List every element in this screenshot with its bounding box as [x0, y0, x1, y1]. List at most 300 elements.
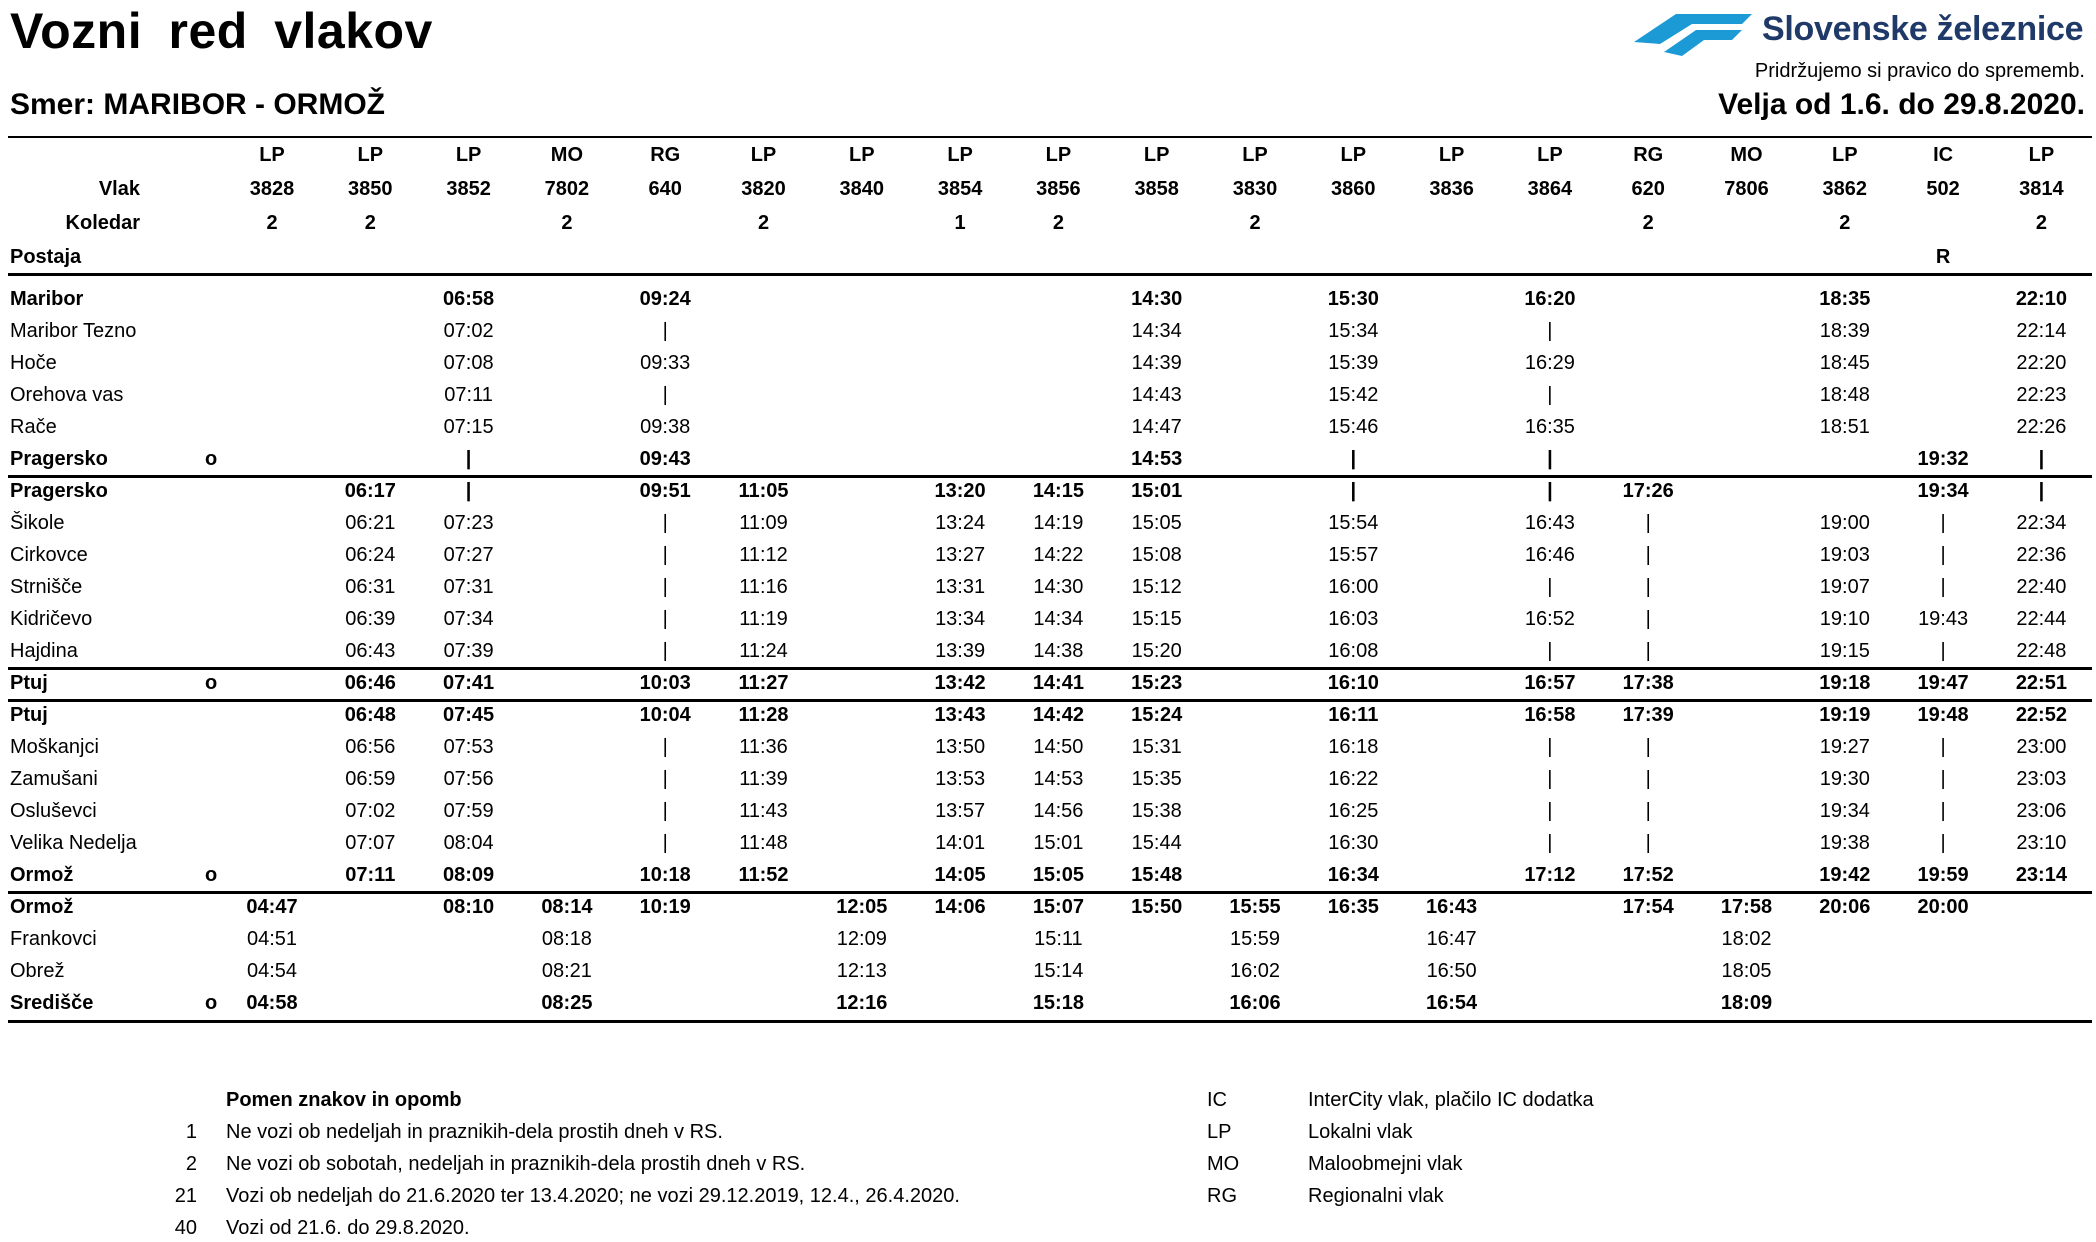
departure-time: 22:10 [2015, 288, 2067, 310]
departure-time: 16:08 [1328, 640, 1379, 662]
departure-time: 11:52 [738, 864, 789, 886]
departure-time: 14:30 [1131, 288, 1183, 310]
station-name: Šikole [10, 512, 65, 534]
pass-through-mark: | [1547, 832, 1553, 854]
departure-time: 22:23 [2016, 384, 2067, 406]
legend-type-text: Maloobmejni vlak [1308, 1153, 1463, 1175]
train-calendar: 1 [954, 212, 966, 234]
departure-time: 07:07 [345, 832, 396, 854]
departure-time: 06:56 [345, 736, 396, 758]
table-rule [8, 136, 2092, 138]
station-name: Pragersko [10, 480, 108, 502]
train-type: LP [1340, 144, 1367, 166]
train-calendar: 2 [266, 212, 278, 234]
train-number: 3854 [937, 178, 983, 200]
logo [1634, 6, 2084, 56]
departure-time: 08:14 [541, 896, 593, 918]
departure-time: 07:11 [345, 864, 396, 886]
departure-time: 07:45 [443, 704, 495, 726]
train-type: RG [1633, 144, 1664, 166]
station-name: Maribor Tezno [10, 320, 137, 342]
departure-time: 19:34 [1917, 480, 1969, 502]
departure-time: 07:02 [443, 320, 494, 342]
departure-time: 14:50 [1033, 736, 1084, 758]
departure-time: 08:04 [443, 832, 494, 854]
pass-through-mark: | [662, 320, 668, 342]
departure-time: 07:31 [443, 576, 494, 598]
departure-time: 15:34 [1328, 320, 1379, 342]
departure-time: 19:07 [1819, 576, 1870, 598]
pass-through-mark: | [1547, 640, 1553, 662]
train-number: 620 [1631, 178, 1665, 200]
departure-time: 11:24 [739, 640, 788, 662]
station-name: Maribor [10, 288, 84, 310]
train-number: 3852 [446, 178, 491, 200]
departure-time: 14:53 [1131, 448, 1183, 470]
departure-time: 08:09 [443, 864, 495, 886]
pass-through-mark: | [662, 384, 668, 406]
train-type: LP [849, 144, 875, 166]
station-name: Ormož [10, 896, 74, 918]
train-calendar: 2 [2035, 212, 2047, 234]
departure-time: 16:46 [1524, 544, 1575, 566]
legend-note-code: 40 [174, 1217, 197, 1239]
train-label: Vlak [98, 178, 140, 200]
train-type: LP [947, 144, 973, 166]
departure-time: 15:24 [1131, 704, 1183, 726]
departure-time: 14:43 [1131, 384, 1182, 406]
pass-through-mark: | [662, 832, 668, 854]
departure-time: 15:35 [1131, 768, 1182, 790]
pass-through-mark: | [662, 544, 668, 566]
legend-type-text: Lokalni vlak [1308, 1121, 1413, 1143]
legend-title: Pomen znakov in opomb [226, 1089, 462, 1111]
departure-time: 14:06 [934, 896, 986, 918]
departure-time: 19:34 [1819, 800, 1870, 822]
departure-time: 04:54 [246, 960, 298, 982]
departure-time: 08:10 [443, 896, 495, 918]
departure-time: 19:10 [1819, 608, 1870, 630]
train-type: RG [650, 144, 681, 166]
departure-time: 10:18 [639, 864, 691, 886]
departure-time: 18:05 [1721, 960, 1772, 982]
departure-time: 16:57 [1524, 672, 1576, 694]
station-name: Frankovci [10, 928, 97, 950]
pass-through-mark: | [2038, 448, 2045, 470]
train-calendar: 2 [1249, 212, 1261, 234]
departure-time: 06:43 [345, 640, 396, 662]
departure-time: 07:53 [443, 736, 494, 758]
departure-time: 22:20 [2016, 352, 2067, 374]
train-number: 3862 [1822, 178, 1868, 200]
station-label: Postaja [10, 246, 82, 268]
railway-logo-icon [1634, 6, 1754, 56]
departure-time: 06:21 [345, 512, 396, 534]
departure-time: 14:05 [934, 864, 986, 886]
departure-time: 14:53 [1033, 768, 1084, 790]
departure-time: 11:48 [739, 832, 788, 854]
train-calendar: 2 [1839, 212, 1851, 234]
pass-through-mark: | [1547, 576, 1553, 598]
departure-time: 07:34 [443, 608, 494, 630]
legend-note-text: Ne vozi ob sobotah, nedeljah in praznikih-dela prostih dneh v RS. [226, 1153, 806, 1175]
departure-time: 15:31 [1131, 736, 1182, 758]
departure-time: 13:24 [935, 512, 986, 534]
departure-time: 04:58 [246, 992, 298, 1014]
departure-time: 19:42 [1819, 864, 1871, 886]
departure-time: 15:07 [1032, 896, 1084, 918]
departure-time: 15:20 [1131, 640, 1182, 662]
pass-through-mark: | [662, 768, 668, 790]
train-type: LP [1832, 144, 1858, 166]
train-type: LP [259, 144, 285, 166]
departure-time: 14:22 [1033, 544, 1084, 566]
departure-time: 06:31 [345, 576, 396, 598]
train-number: 3864 [1527, 178, 1573, 200]
departure-time: 07:41 [443, 672, 495, 694]
departure-time: 16:29 [1524, 352, 1575, 374]
departure-time: 09:33 [640, 352, 691, 374]
departure-time: 15:38 [1131, 800, 1182, 822]
pass-through-mark: | [1547, 736, 1553, 758]
departure-time: 07:27 [443, 544, 494, 566]
departure-time: 14:34 [1033, 608, 1084, 630]
departure-time: 15:44 [1131, 832, 1182, 854]
legend-note-text: Vozi ob nedeljah do 21.6.2020 ter 13.4.2020; ne vozi 29.12.2019, 12.4., 26.4.2020. [226, 1185, 960, 1207]
pass-through-mark: | [1547, 800, 1553, 822]
departure-time: 07:56 [443, 768, 494, 790]
pass-through-mark: | [1940, 800, 1946, 822]
station-name: Zamušani [10, 768, 98, 790]
departure-time: 17:39 [1622, 704, 1674, 726]
departure-time: 11:28 [738, 704, 789, 726]
departure-time: 12:13 [836, 960, 887, 982]
departure-time: 13:31 [935, 576, 986, 598]
pass-through-mark: | [1940, 544, 1946, 566]
pass-through-mark: | [1645, 512, 1651, 534]
pass-through-mark: | [1940, 768, 1946, 790]
station-name: Hoče [10, 352, 57, 374]
departure-time: 15:01 [1033, 832, 1084, 854]
departure-time: 19:00 [1819, 512, 1870, 534]
departure-time: 23:14 [2015, 864, 2067, 886]
train-calendar: 2 [1052, 212, 1064, 234]
train-number: 7806 [1724, 178, 1769, 200]
pass-through-mark: | [1547, 384, 1553, 406]
departure-time: 19:59 [1917, 864, 1969, 886]
departure-time: 11:36 [739, 736, 788, 758]
departure-time: 13:53 [935, 768, 986, 790]
pass-through-mark: | [1645, 736, 1651, 758]
pass-through-mark: | [1645, 768, 1651, 790]
station-name: Kidričevo [10, 608, 93, 630]
pass-through-mark: | [1940, 576, 1946, 598]
pass-through-mark: | [1645, 640, 1651, 662]
departure-time: 13:27 [935, 544, 986, 566]
departure-time: 13:57 [935, 800, 986, 822]
departure-time: 14:56 [1033, 800, 1084, 822]
departure-time: 13:43 [934, 704, 986, 726]
legend-type-text: InterCity vlak, plačilo IC dodatka [1308, 1089, 1594, 1111]
departure-time: 17:58 [1720, 896, 1773, 918]
departure-time: 22:51 [2015, 672, 2067, 694]
departure-time: 16:02 [1229, 960, 1281, 982]
train-number: 3828 [249, 178, 295, 200]
departure-time: 08:18 [541, 928, 592, 950]
pass-through-mark: | [662, 640, 668, 662]
departure-time: 20:06 [1819, 896, 1871, 918]
departure-time: 14:41 [1032, 672, 1084, 694]
departure-time: 14:47 [1131, 416, 1182, 438]
pass-through-mark: | [465, 480, 472, 502]
train-number: 3830 [1232, 178, 1278, 200]
train-type: LP [357, 144, 384, 166]
train-number: 3860 [1331, 178, 1376, 200]
legend-note-code: 2 [185, 1153, 197, 1175]
pass-through-mark: | [1547, 480, 1553, 502]
departure-time: 06:59 [345, 768, 396, 790]
station-name: Osluševci [10, 800, 97, 822]
departure-time: 14:42 [1032, 704, 1084, 726]
departure-time: 22:44 [2016, 608, 2067, 630]
departure-time: 22:26 [2016, 416, 2067, 438]
pass-through-mark: | [1350, 448, 1357, 470]
departure-time: 16:50 [1426, 960, 1477, 982]
departure-time: 19:18 [1819, 672, 1871, 694]
departure-time: 08:25 [541, 992, 593, 1014]
station-name: Velika Nedelja [10, 832, 137, 854]
pass-through-mark: | [1940, 512, 1946, 534]
departure-time: 11:27 [738, 672, 789, 694]
departure-time: 11:05 [738, 480, 789, 502]
departure-time: 13:34 [935, 608, 986, 630]
departure-time: 23:06 [2016, 800, 2067, 822]
departure-time: 16:03 [1328, 608, 1379, 630]
departure-time: 07:59 [443, 800, 494, 822]
pass-through-mark: | [1547, 320, 1553, 342]
departure-time: 10:03 [639, 672, 691, 694]
departure-time: 07:23 [443, 512, 494, 534]
train-calendar: 2 [757, 212, 770, 234]
pass-through-mark: | [662, 576, 668, 598]
pass-through-mark: | [662, 512, 668, 534]
departure-time: 15:18 [1032, 992, 1084, 1014]
train-type: LP [455, 144, 482, 166]
departure-time: 19:43 [1918, 608, 1969, 630]
train-type: LP [1438, 144, 1465, 166]
station-flag: o [205, 992, 218, 1014]
validity-label: Velja od 1.6. do 29.8.2020. [1718, 88, 2085, 121]
departure-time: 09:24 [639, 288, 691, 310]
legend-note-text: Vozi od 21.6. do 29.8.2020. [226, 1217, 470, 1239]
departure-time: 16:35 [1327, 896, 1379, 918]
departure-time: 15:59 [1229, 928, 1281, 950]
departure-time: 16:00 [1328, 576, 1379, 598]
departure-time: 16:30 [1328, 832, 1379, 854]
train-number: 3836 [1429, 178, 1474, 200]
departure-time: 16:35 [1524, 416, 1575, 438]
departure-time: 19:38 [1819, 832, 1870, 854]
departure-time: 23:00 [2016, 736, 2067, 758]
departure-time: 11:16 [739, 576, 788, 598]
legend-type-code: LP [1207, 1121, 1232, 1143]
departure-time: 06:58 [443, 288, 495, 310]
pass-through-mark: | [1547, 768, 1553, 790]
departure-time: 16:47 [1426, 928, 1477, 950]
departure-time: 07:08 [443, 352, 494, 374]
legend-type-code: RG [1207, 1185, 1237, 1207]
pass-through-mark: | [1645, 544, 1651, 566]
departure-time: 04:51 [246, 928, 298, 950]
pass-through-mark: | [1645, 608, 1651, 630]
departure-time: 15:46 [1328, 416, 1379, 438]
departure-time: 07:02 [345, 800, 396, 822]
departure-time: 18:48 [1819, 384, 1870, 406]
departure-time: 16:54 [1426, 992, 1478, 1014]
train-number: 3840 [839, 178, 885, 200]
departure-time: 18:02 [1721, 928, 1772, 950]
departure-time: 15:05 [1032, 864, 1084, 886]
pass-through-mark: | [1350, 480, 1357, 502]
departure-time: 13:20 [934, 480, 986, 502]
departure-time: 07:11 [444, 384, 493, 406]
logo-text: Slovenske železnice [1762, 10, 2084, 48]
pass-through-mark: | [1645, 832, 1651, 854]
station-flag: o [205, 672, 218, 694]
pass-through-mark: | [2038, 480, 2045, 502]
departure-time: 23:10 [2016, 832, 2067, 854]
departure-time: 15:23 [1131, 672, 1183, 694]
pass-through-mark: | [465, 448, 472, 470]
station-name: Ormož [10, 864, 74, 886]
departure-time: 14:30 [1033, 576, 1084, 598]
train-number: 3856 [1036, 178, 1081, 200]
departure-time: 08:21 [541, 960, 592, 982]
departure-time: 15:30 [1327, 288, 1379, 310]
train-calendar: 2 [561, 212, 573, 234]
pass-through-mark: | [662, 608, 668, 630]
station-flag: o [205, 448, 218, 470]
departure-time: 06:24 [345, 544, 396, 566]
departure-time: 18:39 [1819, 320, 1870, 342]
departure-time: 11:19 [739, 608, 788, 630]
direction-label: Smer: MARIBOR - ORMOŽ [10, 88, 385, 121]
departure-time: 15:57 [1328, 544, 1379, 566]
station-name: Pragersko [10, 448, 108, 470]
departure-time: 16:34 [1327, 864, 1379, 886]
departure-time: 23:03 [2016, 768, 2067, 790]
train-number: 3850 [348, 178, 393, 200]
departure-time: 22:40 [2016, 576, 2067, 598]
departure-time: 15:42 [1328, 384, 1379, 406]
departure-time: 22:34 [2016, 512, 2067, 534]
departure-time: 17:26 [1622, 480, 1674, 502]
departure-time: 17:54 [1622, 896, 1674, 918]
departure-time: 11:39 [739, 768, 788, 790]
table-rule [8, 1020, 2092, 1023]
departure-time: 12:05 [836, 896, 888, 918]
train-number: 640 [648, 178, 682, 200]
departure-time: 04:47 [246, 896, 298, 918]
departure-time: 15:55 [1229, 896, 1281, 918]
departure-time: 19:03 [1819, 544, 1870, 566]
departure-time: 10:04 [639, 704, 691, 726]
departure-time: 09:51 [639, 480, 691, 502]
train-type: LP [2028, 144, 2055, 166]
departure-time: 13:50 [935, 736, 986, 758]
departure-time: 11:12 [739, 544, 788, 566]
train-number: 3820 [741, 178, 786, 200]
departure-time: 18:09 [1720, 992, 1773, 1014]
departure-time: 15:12 [1131, 576, 1182, 598]
departure-time: 15:11 [1034, 928, 1083, 950]
departure-time: 10:19 [639, 896, 691, 918]
departure-time: 16:20 [1524, 288, 1576, 310]
departure-time: 22:36 [2016, 544, 2067, 566]
station-name: Cirkovce [10, 544, 88, 566]
departure-time: 19:32 [1917, 448, 1969, 470]
departure-time: 16:25 [1328, 800, 1379, 822]
train-type: IC [1933, 144, 1954, 166]
departure-time: 06:17 [344, 480, 396, 502]
legend-note-text: Ne vozi ob nedeljah in praznikih-dela prostih dneh v RS. [226, 1121, 723, 1143]
train-type: LP [1537, 144, 1563, 166]
train-number: 3858 [1134, 178, 1179, 200]
departure-time: 12:16 [836, 992, 888, 1014]
station-name: Obrež [10, 960, 65, 982]
departure-time: 12:09 [836, 928, 887, 950]
departure-time: 14:38 [1033, 640, 1084, 662]
departure-time: 17:38 [1622, 672, 1674, 694]
departure-time: 16:43 [1426, 896, 1478, 918]
train-calendar: 2 [1642, 212, 1654, 234]
departure-time: 06:46 [344, 672, 396, 694]
station-name: Orehova vas [10, 384, 124, 406]
departure-time: 11:43 [739, 800, 788, 822]
departure-time: 15:48 [1131, 864, 1183, 886]
departure-time: 18:35 [1819, 288, 1871, 310]
page-title: Vozni red vlakov [10, 3, 433, 59]
legend-note-code: 1 [185, 1121, 197, 1143]
departure-time: 13:39 [935, 640, 986, 662]
departure-time: 16:43 [1524, 512, 1575, 534]
train-note: R [1935, 246, 1951, 268]
departure-time: 15:15 [1131, 608, 1182, 630]
pass-through-mark: | [1547, 448, 1553, 470]
departure-time: 15:08 [1131, 544, 1182, 566]
pass-through-mark: | [662, 800, 668, 822]
train-number: 7802 [544, 178, 590, 200]
calendar-label: Koledar [65, 212, 140, 234]
departure-time: 17:52 [1622, 864, 1674, 886]
departure-time: 20:00 [1917, 896, 1969, 918]
departure-time: 16:11 [1328, 704, 1379, 726]
legend-type-code: IC [1207, 1089, 1227, 1111]
departure-time: 16:52 [1524, 608, 1575, 630]
departure-time: 19:30 [1819, 768, 1870, 790]
departure-time: 19:15 [1819, 640, 1870, 662]
train-number: 502 [1926, 178, 1960, 200]
legend-note-code: 21 [174, 1185, 197, 1207]
departure-time: 15:14 [1033, 960, 1084, 982]
pass-through-mark: | [662, 736, 668, 758]
station-name: Rače [10, 416, 57, 438]
train-type: LP [1045, 144, 1072, 166]
departure-time: 07:39 [443, 640, 494, 662]
departure-time: 22:52 [2015, 704, 2067, 726]
train-type: MO [550, 144, 583, 166]
departure-time: 16:18 [1328, 736, 1379, 758]
